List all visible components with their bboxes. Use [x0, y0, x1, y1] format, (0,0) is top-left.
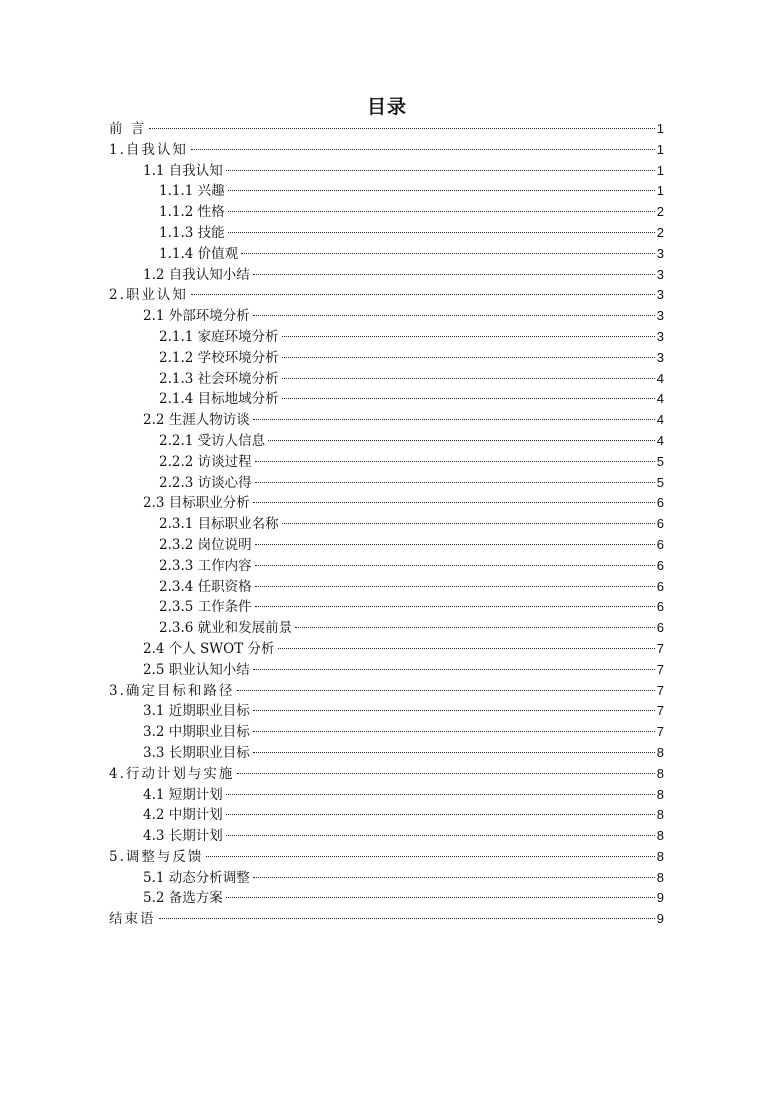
- table-of-contents: [109, 119, 664, 930]
- toc-entry[interactable]: [109, 514, 664, 535]
- dot-leader: [282, 378, 655, 379]
- toc-entry-page-number: 9: [656, 890, 664, 906]
- dot-leader: [226, 794, 655, 795]
- toc-entry-page-number: 3: [656, 287, 664, 303]
- toc-entry-label: 前 言: [109, 121, 147, 137]
- toc-entry-page-number: 6: [656, 599, 664, 615]
- toc-entry-label: 2.3.1 目标职业名称: [159, 516, 279, 533]
- toc-entry-page-number: 7: [656, 703, 664, 719]
- toc-entry-label: 1.1.4 价值观: [159, 245, 239, 262]
- toc-entry-label: 2.1.4 目标地域分析: [159, 391, 279, 408]
- toc-entry-page-number: 1: [656, 141, 664, 157]
- dot-leader: [226, 835, 655, 836]
- toc-entry[interactable]: [109, 743, 664, 764]
- toc-entry-page-number: 2: [656, 204, 664, 220]
- toc-entry-label: 2.2.2 访谈过程: [159, 453, 252, 470]
- dot-leader: [253, 877, 655, 878]
- dot-leader: [255, 606, 655, 607]
- toc-entry-label: 2.职业认知: [109, 287, 188, 304]
- toc-entry-page-number: 2: [656, 224, 664, 240]
- dot-leader: [295, 627, 655, 628]
- toc-entry[interactable]: [109, 722, 664, 743]
- toc-entry[interactable]: [109, 285, 664, 306]
- toc-entry-page-number: 7: [656, 682, 664, 698]
- toc-entry[interactable]: [109, 306, 664, 327]
- toc-entry[interactable]: [109, 223, 664, 244]
- toc-entry-page-number: 4: [656, 432, 664, 448]
- toc-entry-label: 4.2 中期计划: [143, 807, 223, 824]
- toc-entry-label: 1.1.2 性格: [159, 204, 225, 221]
- dot-leader: [226, 170, 655, 171]
- toc-entry-label: 3.3 长期职业目标: [143, 744, 250, 761]
- toc-entry-label: 2.1.2 学校环境分析: [159, 349, 279, 366]
- toc-entry-page-number: 6: [656, 495, 664, 511]
- toc-entry[interactable]: [109, 265, 664, 286]
- toc-entry-page-number: 8: [656, 765, 664, 781]
- toc-entry-page-number: 4: [656, 391, 664, 407]
- toc-entry-page-number: 8: [656, 786, 664, 802]
- dot-leader: [255, 586, 655, 587]
- toc-entry[interactable]: [109, 826, 664, 847]
- toc-entry-label: 5.1 动态分析调整: [143, 869, 250, 886]
- toc-entry-page-number: 5: [656, 453, 664, 469]
- dot-leader: [253, 315, 655, 316]
- toc-entry[interactable]: [109, 535, 664, 556]
- toc-entry[interactable]: [109, 805, 664, 826]
- toc-entry-page-number: 4: [656, 370, 664, 386]
- toc-entry-label: 2.3.6 就业和发展前景: [159, 620, 293, 637]
- toc-entry-label: 2.2.1 受访人信息: [159, 432, 266, 449]
- toc-entry-label: 1.1.1 兴趣: [159, 183, 225, 200]
- dot-leader: [282, 398, 655, 399]
- toc-entry-label: 2.4 个人 SWOT 分析: [143, 640, 275, 657]
- dot-leader: [278, 648, 655, 649]
- toc-entry-page-number: 4: [656, 412, 664, 428]
- dot-leader: [237, 690, 655, 691]
- toc-entry[interactable]: [109, 327, 664, 348]
- toc-entry-page-number: 6: [656, 557, 664, 573]
- toc-entry-label: 2.1.1 家庭环境分析: [159, 328, 279, 345]
- dot-leader: [255, 461, 655, 462]
- toc-entry-label: 2.1 外部环境分析: [143, 308, 250, 325]
- toc-entry[interactable]: [109, 888, 664, 909]
- toc-entry[interactable]: [109, 493, 664, 514]
- toc-entry-label: 3.2 中期职业目标: [143, 724, 250, 741]
- toc-entry[interactable]: [109, 369, 664, 390]
- toc-entry-label: 1.自我认知: [109, 141, 188, 158]
- toc-entry[interactable]: [109, 556, 664, 577]
- toc-entry[interactable]: [109, 161, 664, 182]
- toc-entry-page-number: 3: [656, 245, 664, 261]
- toc-entry[interactable]: [109, 909, 664, 930]
- toc-entry[interactable]: [109, 785, 664, 806]
- dot-leader: [253, 731, 655, 732]
- dot-leader: [255, 565, 655, 566]
- toc-entry-page-number: 8: [656, 807, 664, 823]
- toc-entry-page-number: 5: [656, 474, 664, 490]
- toc-entry-label: 2.3.2 岗位说明: [159, 536, 252, 553]
- dot-leader: [237, 773, 655, 774]
- toc-entry[interactable]: [109, 577, 664, 598]
- toc-entry-label: 3.确定目标和路径: [109, 682, 235, 699]
- toc-entry-label: 1.1.3 技能: [159, 224, 225, 241]
- toc-entry-label: 结束语: [109, 911, 156, 928]
- toc-entry-label: 3.1 近期职业目标: [143, 703, 250, 720]
- toc-entry[interactable]: [109, 119, 664, 140]
- toc-entry-label: 2.2.3 访谈心得: [159, 474, 252, 491]
- dot-leader: [282, 523, 655, 524]
- toc-entry-label: 5.2 备选方案: [143, 890, 223, 907]
- dot-leader: [149, 128, 655, 129]
- dot-leader: [159, 918, 656, 919]
- toc-entry-label: 2.5 职业认知小结: [143, 661, 250, 678]
- dot-leader: [253, 669, 655, 670]
- toc-entry-page-number: 8: [656, 848, 664, 864]
- dot-leader: [228, 211, 655, 212]
- toc-entry-page-number: 3: [656, 266, 664, 282]
- toc-entry[interactable]: [109, 618, 664, 639]
- toc-entry[interactable]: [109, 202, 664, 223]
- toc-entry-label: 2.3.4 任职资格: [159, 578, 252, 595]
- toc-entry[interactable]: [109, 847, 664, 868]
- toc-entry[interactable]: [109, 681, 664, 702]
- dot-leader: [282, 336, 655, 337]
- dot-leader: [206, 856, 655, 857]
- dot-leader: [253, 274, 655, 275]
- dot-leader: [253, 752, 655, 753]
- dot-leader: [253, 710, 655, 711]
- toc-entry-label: 2.3 目标职业分析: [143, 495, 250, 512]
- dot-leader: [268, 440, 655, 441]
- toc-entry[interactable]: [109, 701, 664, 722]
- dot-leader: [228, 190, 655, 191]
- toc-entry-page-number: 7: [656, 661, 664, 677]
- toc-entry-page-number: 6: [656, 516, 664, 532]
- toc-entry-label: 1.2 自我认知小结: [143, 266, 250, 283]
- toc-entry-label: 2.2 生涯人物访谈: [143, 412, 250, 429]
- toc-entry-page-number: 8: [656, 828, 664, 844]
- dot-leader: [253, 502, 655, 503]
- toc-entry-label: 4.1 短期计划: [143, 786, 223, 803]
- toc-entry-page-number: 7: [656, 724, 664, 740]
- dot-leader: [241, 253, 655, 254]
- toc-entry-page-number: 6: [656, 578, 664, 594]
- toc-entry-label: 4.行动计划与实施: [109, 765, 235, 782]
- toc-entry[interactable]: [109, 639, 664, 660]
- toc-entry[interactable]: [109, 868, 664, 889]
- dot-leader: [253, 419, 655, 420]
- toc-entry-label: 2.1.3 社会环境分析: [159, 370, 279, 387]
- toc-entry-page-number: 1: [656, 183, 664, 199]
- dot-leader: [191, 294, 655, 295]
- dot-leader: [228, 232, 655, 233]
- toc-entry[interactable]: [109, 452, 664, 473]
- toc-entry[interactable]: [109, 410, 664, 431]
- toc-entry[interactable]: [109, 348, 664, 369]
- toc-entry-page-number: 9: [656, 911, 664, 927]
- dot-leader: [282, 357, 655, 358]
- toc-entry[interactable]: [109, 660, 664, 681]
- toc-entry-label: 2.3.3 工作内容: [159, 557, 252, 574]
- toc-entry-page-number: 3: [656, 328, 664, 344]
- toc-entry[interactable]: [109, 181, 664, 202]
- toc-entry-page-number: 3: [656, 308, 664, 324]
- dot-leader: [255, 544, 655, 545]
- dot-leader: [226, 897, 655, 898]
- toc-entry[interactable]: [109, 764, 664, 785]
- toc-entry-page-number: 1: [656, 121, 664, 136]
- dot-leader: [226, 814, 655, 815]
- toc-title: 目录: [366, 96, 407, 118]
- dot-leader: [255, 482, 655, 483]
- toc-entry-page-number: 8: [656, 869, 664, 885]
- toc-entry[interactable]: [109, 431, 664, 452]
- toc-entry-page-number: 6: [656, 536, 664, 552]
- toc-entry-label: 1.1 自我认知: [143, 162, 223, 179]
- toc-entry[interactable]: [109, 140, 664, 161]
- dot-leader: [191, 149, 655, 150]
- toc-entry-page-number: 6: [656, 620, 664, 636]
- toc-entry[interactable]: [109, 597, 664, 618]
- toc-entry-page-number: 7: [656, 640, 664, 656]
- toc-entry[interactable]: [109, 389, 664, 410]
- toc-entry-page-number: 3: [656, 349, 664, 365]
- toc-entry-page-number: 8: [656, 744, 664, 760]
- toc-entry-label: 2.3.5 工作条件: [159, 599, 252, 616]
- toc-entry[interactable]: [109, 473, 664, 494]
- toc-entry[interactable]: [109, 244, 664, 265]
- toc-entry-label: 5.调整与反馈: [109, 848, 204, 865]
- toc-entry-label: 4.3 长期计划: [143, 828, 223, 845]
- toc-entry-page-number: 1: [656, 162, 664, 178]
